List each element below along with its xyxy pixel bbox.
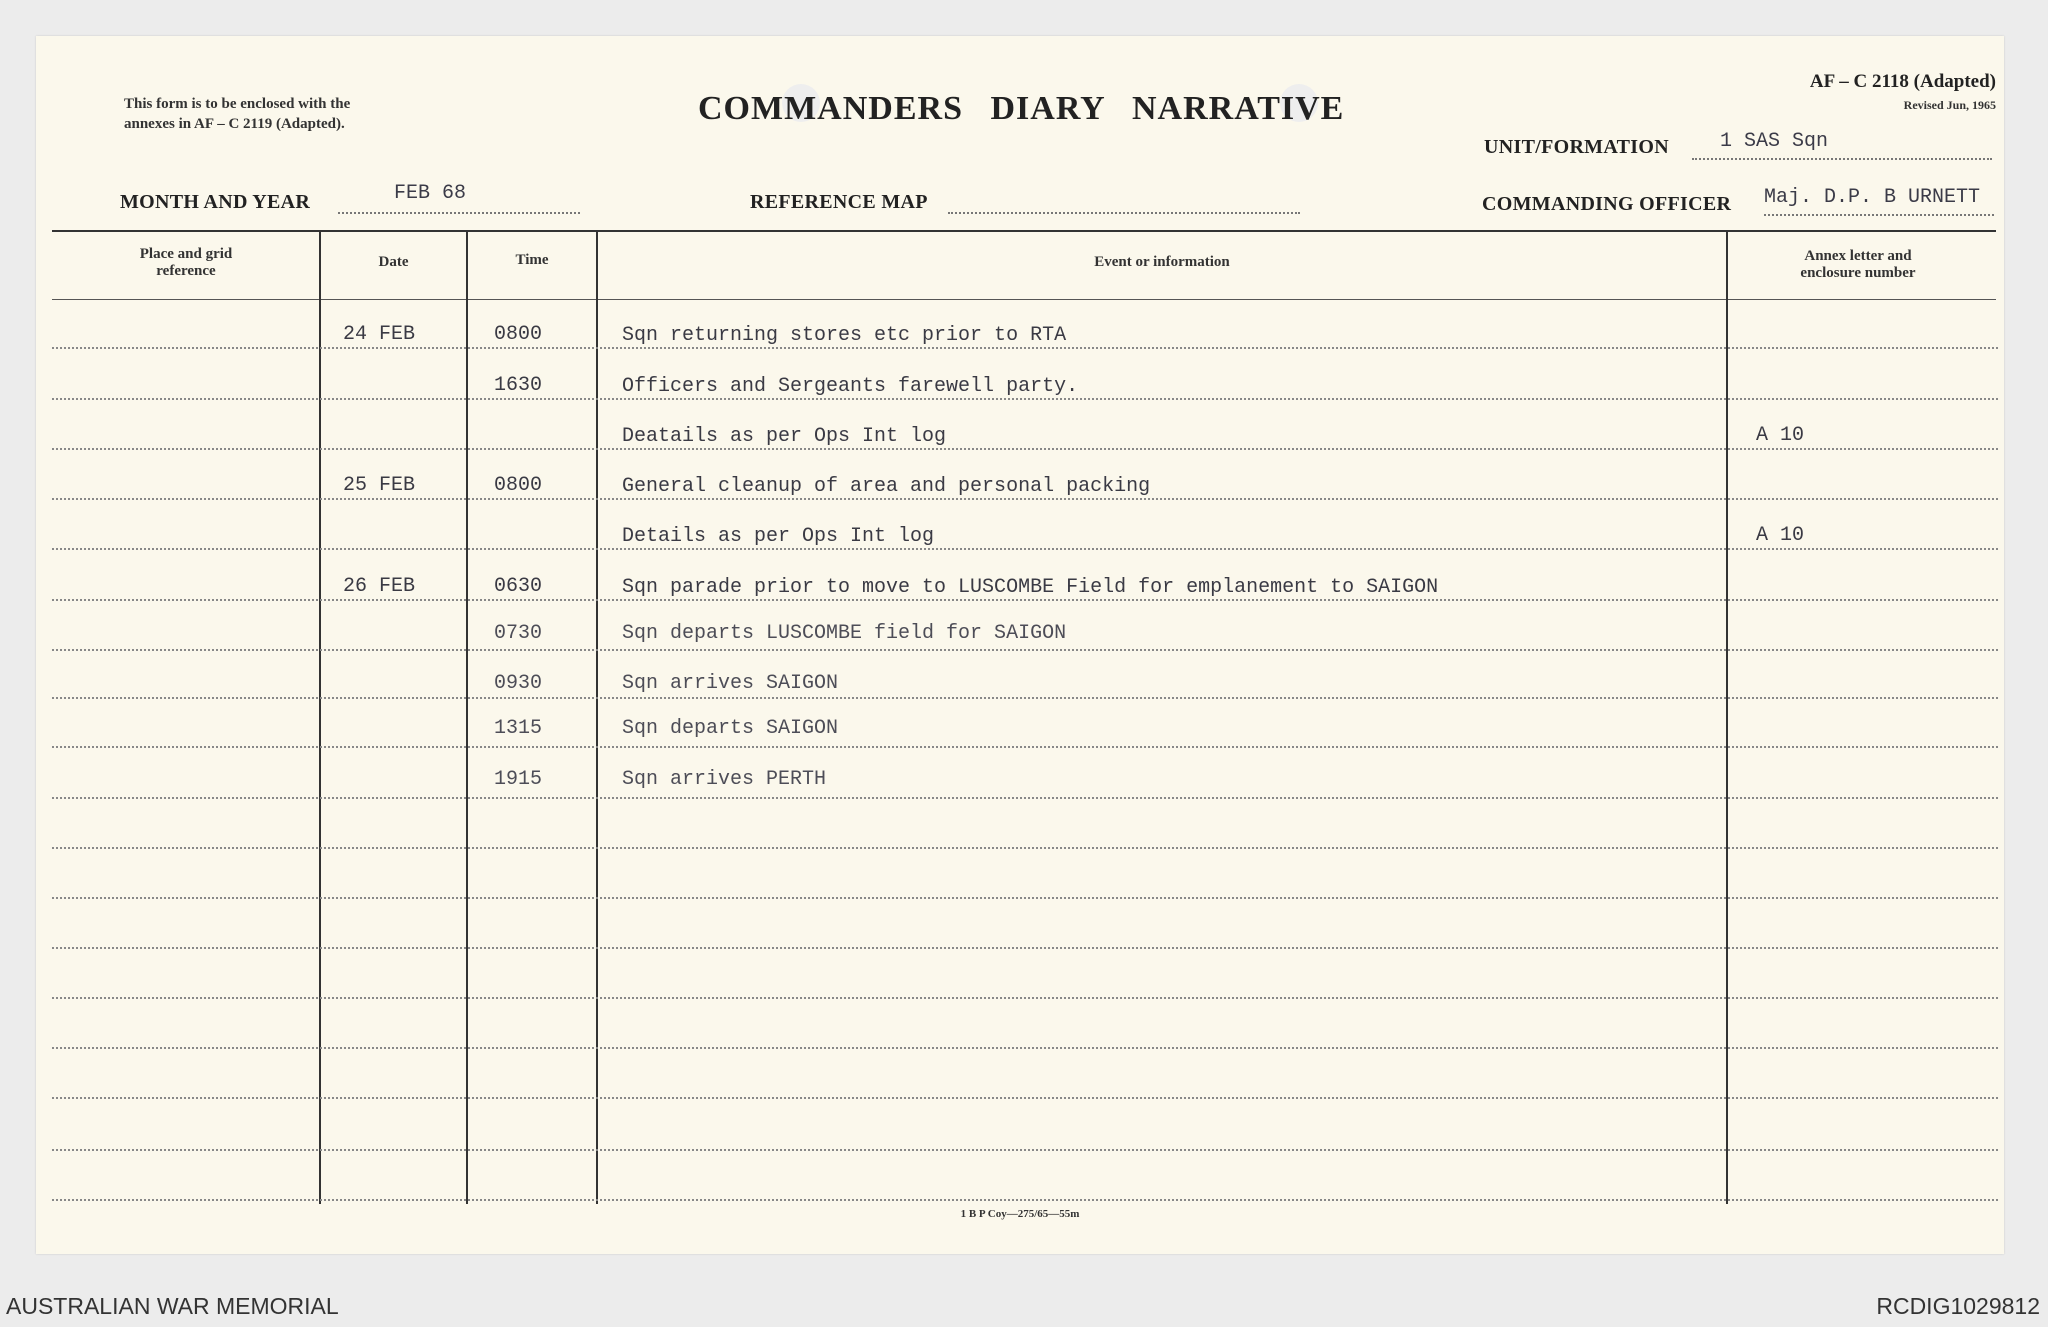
column-header-annex: Annex letter and enclosure number [1800,248,1916,281]
row-time: 0630 [494,575,543,598]
row-event: Sqn arrives PERTH [622,768,827,791]
form-title: COMMANDERS DIARY NARRATIVE [698,90,1345,127]
row-rule [52,947,1998,949]
row-date: 24 FEB [343,323,416,346]
row-event: Officers and Sergeants farewell party. [622,375,1079,398]
record-id-caption: RCDIG1029812 [1876,1293,2040,1319]
commanding-officer-value: Maj. D.P. B URNETT [1764,186,1981,209]
row-rule [52,1047,1998,1049]
row-rule [52,746,1998,748]
reference-map-label: REFERENCE MAP [750,191,928,213]
row-time: 1630 [494,374,543,397]
row-rule [52,847,1998,849]
row-rule [52,498,1998,500]
diary-form [36,36,2004,1254]
row-rule [52,897,1998,899]
row-rule [52,448,1998,450]
row-rule [52,347,1998,349]
row-annex: A 10 [1756,424,1805,447]
form-number: AF – C 2118 (Adapted) [1809,71,1996,92]
source-caption: AUSTRALIAN WAR MEMORIAL [6,1293,339,1319]
column-header-date: Date [378,254,409,270]
unit-dotted-line [1692,158,1992,160]
row-rule [52,797,1998,799]
header-bottom-rule [52,299,1996,300]
row-event: Sqn parade prior to move to LUSCOMBE Field for emplanement to SAIGON [622,576,1439,599]
unit-value: 1 SAS Sqn [1720,130,1829,153]
row-event: Sqn arrives SAIGON [622,672,839,695]
row-rule [52,1097,1998,1099]
revised-date: Revised Jun, 1965 [1903,98,1996,112]
row-event: Sqn returning stores etc prior to RTA [622,324,1067,347]
row-rule [52,997,1998,999]
month-dotted-line [338,212,580,214]
printer-code: 1 B P Coy—275/65—55m [960,1208,1080,1220]
row-time: 0730 [494,622,543,645]
divider-time-event [596,230,598,1204]
month-label: MONTH AND YEAR [120,191,311,213]
row-time: 0800 [494,474,543,497]
row-time: 0800 [494,323,543,346]
commanding-officer-label: COMMANDING OFFICER [1482,193,1732,215]
row-time: 1915 [494,768,543,791]
row-event: Sqn departs LUSCOMBE field for SAIGON [622,622,1067,645]
row-rule [52,649,1998,651]
divider-date-time [466,230,468,1204]
column-header-time: Time [515,252,549,268]
commanding-officer-dotted-line [1764,214,1994,216]
row-rule [52,1199,1998,1201]
unit-label: UNIT/FORMATION [1484,136,1669,158]
row-rule [52,1149,1998,1151]
column-header-event: Event or information [1094,254,1230,270]
row-rule [52,398,1998,400]
row-event: Deatails as per Ops Int log [622,425,947,448]
enclosure-note [124,94,464,134]
row-event: Details as per Ops Int log [622,525,935,548]
month-value: FEB 68 [394,182,467,205]
enclosure-note-line1: This form is to be enclosed with the [124,96,351,112]
row-rule [52,548,1998,550]
row-event: Sqn departs SAIGON [622,717,839,740]
table-top-rule [52,230,1996,232]
row-time: 0930 [494,672,543,695]
reference-map-dotted-line [948,212,1300,214]
column-header-place: Place and grid reference [139,246,233,279]
row-date: 26 FEB [343,575,416,598]
row-rule [52,599,1998,601]
row-rule [52,697,1998,699]
divider-event-annex [1726,230,1728,1204]
row-time: 1315 [494,717,543,740]
divider-place-date [319,230,321,1204]
enclosure-note-line2: annexes in AF – C 2119 (Adapted). [124,116,345,132]
row-annex: A 10 [1756,524,1805,547]
row-date: 25 FEB [343,474,416,497]
row-event: General cleanup of area and personal packing [622,475,1151,498]
